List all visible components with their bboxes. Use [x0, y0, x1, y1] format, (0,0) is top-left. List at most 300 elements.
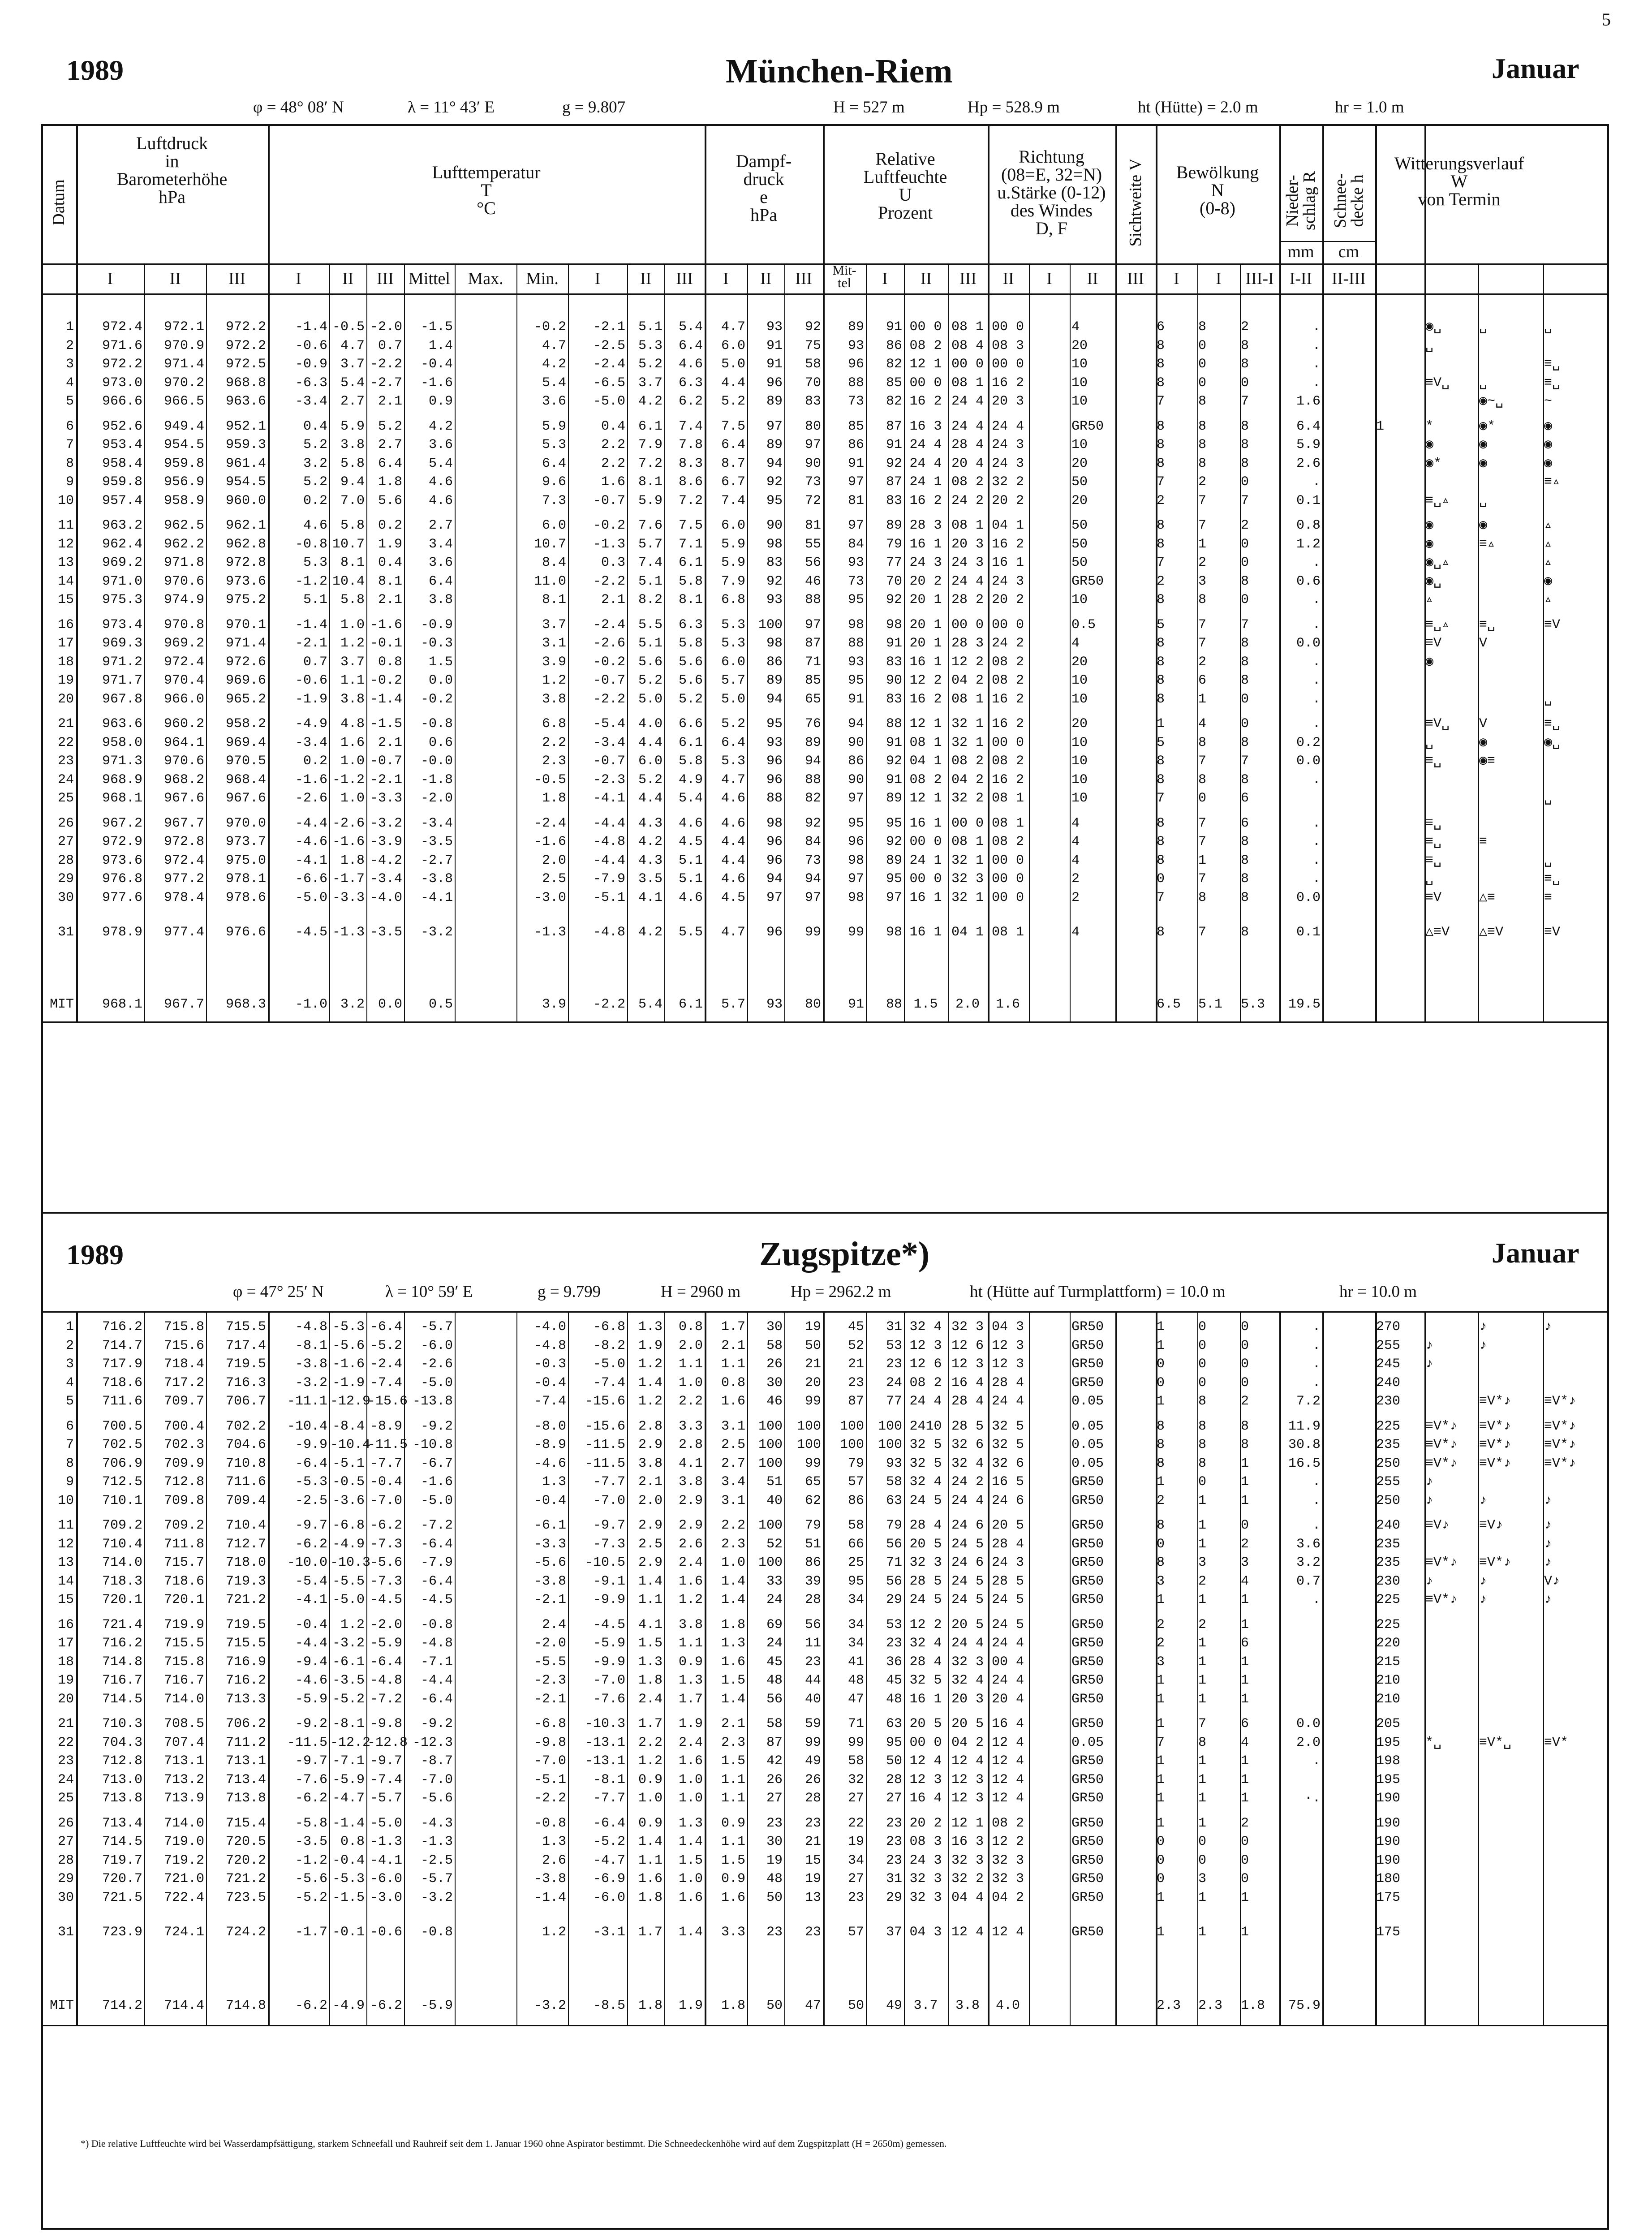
zugspitze-row-1-cell: 45	[848, 1319, 864, 1335]
munich-row-16-cell: ≡␣	[1479, 617, 1496, 633]
munich-row-11-cell: 97	[848, 518, 864, 533]
munich-row-22-cell: 8	[1198, 735, 1207, 750]
zugspitze-row-14-cell: 2	[1198, 1573, 1207, 1589]
zugspitze-row-18-cell: 41	[848, 1654, 864, 1670]
zugspitze-row-2-cell: ♪	[1425, 1338, 1434, 1353]
munich-row-25-cell: 32 2	[951, 791, 984, 806]
munich-row-31-cell: 31	[57, 925, 74, 940]
munich-row-30-cell: 2	[1071, 890, 1080, 905]
munich-row-5-cell: 82	[886, 394, 902, 409]
zugspitze-row-27-cell: 190	[1376, 1834, 1401, 1849]
munich-row-17-cell: ≡V	[1425, 636, 1442, 651]
munich-row-9-cell: 959.8	[102, 474, 142, 490]
munich-mean-row-cell: 80	[804, 997, 821, 1012]
munich-row-7-cell: 86	[848, 437, 864, 452]
munich-row-22-cell: 00 0	[991, 735, 1024, 750]
zugspitze-row-27-cell: -1.3	[370, 1834, 402, 1849]
zugspitze-row-15-cell: 225	[1376, 1592, 1401, 1607]
zugspitze-row-18-cell: GR50	[1071, 1654, 1104, 1670]
munich-row-18-cell: 3.9	[542, 654, 566, 670]
header-group-rule	[1375, 126, 1377, 293]
zugspitze-row-5-cell: 1.2	[638, 1394, 663, 1409]
zugspitze-row-13-cell: -7.9	[420, 1555, 453, 1570]
zugspitze-row-24-cell: 1	[1198, 1772, 1207, 1788]
munich-row-1-cell: ␣	[1479, 319, 1488, 335]
zugspitze-row-16-cell: -0.4	[295, 1617, 327, 1633]
zugspitze-row-14-cell: V♪	[1544, 1573, 1561, 1589]
munich-row-23-cell: 970.6	[163, 754, 204, 769]
zugspitze-row-8-cell: -7.7	[370, 1456, 402, 1471]
zugspitze-row-6-cell: 100	[796, 1418, 821, 1434]
zugspitze-row-13-cell: 86	[804, 1555, 821, 1570]
zugspitze-row-13-cell: 25	[848, 1555, 864, 1570]
zugspitze-row-11-cell: 11	[57, 1518, 74, 1533]
zugspitze-row-21-cell: -9.2	[295, 1716, 327, 1732]
munich-row-18-cell: 71	[804, 654, 821, 670]
munich-row-27-cell: .	[1312, 834, 1321, 849]
munich-row-17-cell: 20 1	[909, 636, 942, 651]
munich-mean-row-cell: 0.5	[428, 997, 453, 1012]
zugspitze-row-21-cell: 708.5	[163, 1716, 204, 1732]
munich-row-9-cell: 87	[886, 474, 902, 490]
munich-row-2-cell: 5.3	[638, 338, 663, 353]
munich-row-24-cell: -1.6	[295, 772, 327, 788]
munich-row-22-cell: 0.6	[428, 735, 453, 750]
munich-row-30-cell: 978.4	[163, 890, 204, 905]
zugspitze-row-19-cell: 1	[1157, 1673, 1165, 1688]
munich-row-1-cell: 4	[1071, 319, 1080, 335]
munich-row-17-cell: 3.1	[542, 636, 566, 651]
munich-row-15-cell: 92	[886, 592, 902, 607]
zugspitze-row-9-cell: 51	[766, 1474, 783, 1490]
zugspitze-row-1-cell: ♪	[1479, 1319, 1488, 1335]
zugspitze-row-22-cell: 99	[804, 1735, 821, 1750]
munich-row-11-cell: 81	[804, 518, 821, 533]
zugspitze-row-30-cell: 13	[804, 1890, 821, 1905]
munich-row-29-cell: -1.7	[332, 871, 365, 887]
munich-row-31-cell: 8	[1241, 925, 1249, 940]
munich-row-22-cell: ␣	[1425, 735, 1434, 750]
munich-row-12-cell: 79	[886, 536, 902, 552]
zugspitze-row-7-cell: 704.6	[225, 1437, 266, 1452]
munich-row-23-cell: 0.2	[303, 754, 327, 769]
zugspitze-row-12-cell: 2.3	[721, 1536, 745, 1552]
munich-row-4-cell: -1.6	[420, 375, 453, 391]
zugspitze-row-19-cell: 48	[766, 1673, 783, 1688]
munich-row-17-cell: 969.2	[163, 636, 204, 651]
munich-row-1-cell: ◉␣	[1425, 319, 1442, 335]
munich-row-29-cell: 2	[1071, 871, 1080, 887]
zugspitze-row-30-cell: 1.6	[678, 1890, 703, 1905]
munich-column-rule	[1322, 293, 1324, 1021]
munich-row-7-cell: 954.5	[163, 437, 204, 452]
munich-row-19-cell: 971.7	[102, 673, 142, 688]
zugspitze-row-31-cell: 1	[1157, 1925, 1165, 1940]
munich-row-2-cell: 970.9	[163, 338, 204, 353]
zugspitze-row-30-cell: 1	[1198, 1890, 1207, 1905]
zugspitze-row-27-cell: 0.8	[340, 1834, 365, 1849]
munich-row-6-cell: 24 4	[951, 418, 984, 434]
munich-row-27-cell: ≡␣	[1425, 834, 1442, 849]
munich-row-25-cell: 1.0	[340, 791, 365, 806]
munich-mean-row-cell: 6.5	[1157, 997, 1181, 1012]
zugspitze-row-2-cell: 2.1	[721, 1338, 745, 1353]
munich-row-10-cell: 95	[766, 493, 783, 508]
munich-row-1-cell: 00 0	[909, 319, 942, 335]
zugspitze-row-4-cell: 1.0	[678, 1375, 703, 1391]
munich-row-25-cell: 1.8	[542, 791, 566, 806]
zugspitze-row-19-cell: 1	[1241, 1673, 1249, 1688]
zugspitze-row-1-cell: 32 3	[951, 1319, 984, 1335]
munich-row-27-cell: ≡	[1479, 834, 1488, 849]
munich-row-15-cell: 8.1	[678, 592, 703, 607]
munich-row-20-cell: 94	[766, 691, 783, 707]
munich-row-17-cell: 971.4	[225, 636, 266, 651]
zugspitze-row-17-cell: -5.9	[370, 1636, 402, 1651]
munich-row-6-cell: *	[1425, 418, 1434, 434]
zugspitze-row-6-cell: 225	[1376, 1418, 1401, 1434]
zugspitze-row-25-cell: 1	[1198, 1791, 1207, 1806]
munich-row-25-cell: 4.6	[721, 791, 745, 806]
munich-row-8-cell: 2.2	[601, 456, 625, 471]
munich-row-20-cell: 20	[57, 691, 74, 707]
zugspitze-row-25-cell: 1.0	[638, 1791, 663, 1806]
zugspitze-row-24-cell: 1	[1241, 1772, 1249, 1788]
zugspitze-row-14-cell: 718.3	[102, 1573, 142, 1589]
zugspitze-row-29-cell: 27	[848, 1871, 864, 1887]
munich-row-16-cell: .	[1312, 617, 1321, 633]
zugspitze-row-30-cell: 175	[1376, 1890, 1401, 1905]
munich-row-28-cell: -2.7	[420, 853, 453, 868]
munich-row-27-cell: -4.8	[593, 834, 625, 849]
munich-row-11-cell: 11	[57, 518, 74, 533]
munich-row-25-cell: 0	[1198, 791, 1207, 806]
subheader-rule	[1478, 263, 1479, 293]
zugspitze-row-31-cell: -0.6	[370, 1925, 402, 1940]
munich-row-14-cell: 46	[804, 573, 821, 589]
munich-mean-row-cell: 1.6	[995, 997, 1020, 1012]
munich-row-5-cell: ◉~␣	[1479, 394, 1504, 409]
munich-row-6-cell: 952.6	[102, 418, 142, 434]
munich-row-18-cell: 83	[886, 654, 902, 670]
zugspitze-row-1-cell: GR50	[1071, 1319, 1104, 1335]
munich-row-14-cell: 5.1	[638, 573, 663, 589]
munich-row-15-cell: 975.3	[102, 592, 142, 607]
zugspitze-row-31-cell: 723.9	[102, 1925, 142, 1940]
zugspitze-mean-row-cell: 75.9	[1288, 1998, 1321, 2013]
zugspitze-row-26-cell: 23	[886, 1815, 902, 1831]
zugspitze-row-16-cell: 3.8	[678, 1617, 703, 1633]
munich-row-24-cell: 968.9	[102, 772, 142, 788]
munich-row-20-cell: -1.4	[370, 691, 402, 707]
munich-row-18-cell: 8	[1241, 654, 1249, 670]
zugspitze-row-5-cell: ≡V*♪	[1544, 1394, 1577, 1409]
zugspitze-row-19-cell: 1	[1198, 1673, 1207, 1688]
munich-row-22-cell: -3.4	[295, 735, 327, 750]
munich-row-28-cell: 24 1	[909, 853, 942, 868]
munich-row-20-cell: -1.9	[295, 691, 327, 707]
zugspitze-row-12-cell: 2.5	[638, 1536, 663, 1552]
munich-row-31-cell: 04 1	[951, 925, 984, 940]
zugspitze-row-27-cell: 27	[57, 1834, 74, 1849]
munich-row-10-cell: 5.9	[638, 493, 663, 508]
zugspitze-row-19-cell: 24 4	[991, 1673, 1024, 1688]
zugspitze-row-20-cell: 714.5	[102, 1691, 142, 1707]
munich-row-9-cell: 24 1	[909, 474, 942, 490]
zugspitze-row-12-cell: GR50	[1071, 1536, 1104, 1552]
munich-row-23-cell: ≡␣	[1425, 754, 1442, 769]
zugspitze-row-28-cell: 720.2	[225, 1852, 266, 1868]
munich-row-1-cell: 8	[1198, 319, 1207, 335]
zugspitze-row-31-cell: 1	[1198, 1925, 1207, 1940]
zugspitze-row-21-cell: 59	[804, 1716, 821, 1732]
zugspitze-row-1-cell: 0	[1198, 1319, 1207, 1335]
munich-row-27-cell: 4.5	[678, 834, 703, 849]
munich-row-29-cell: 32 3	[951, 871, 984, 887]
munich-row-11-cell: 2.7	[428, 518, 453, 533]
zugspitze-row-16-cell: 56	[804, 1617, 821, 1633]
zugspitze-row-22-cell: 0.05	[1071, 1735, 1104, 1750]
zugspitze-row-29-cell: 721.2	[225, 1871, 266, 1887]
munich-row-27-cell: 7	[1198, 834, 1207, 849]
munich-year: 1989	[66, 54, 124, 86]
munich-row-13-cell: 8.4	[542, 555, 566, 570]
zugspitze-row-15-cell: 721.2	[225, 1592, 266, 1607]
munich-row-2-cell: -0.6	[295, 338, 327, 353]
munich-mean-row-cell: -2.2	[593, 997, 625, 1012]
munich-row-13-cell: 24 3	[909, 555, 942, 570]
munich-month: Januar	[1492, 52, 1579, 84]
header-group-rule	[1115, 126, 1117, 293]
zugspitze-row-25-cell: -4.7	[332, 1791, 365, 1806]
munich-row-3-cell: 3.7	[340, 357, 365, 372]
munich-row-18-cell: 08 2	[991, 654, 1024, 670]
munich-row-2-cell: 0	[1198, 338, 1207, 353]
munich-row-22-cell: 89	[804, 735, 821, 750]
munich-mean-row-cell: 968.1	[102, 997, 142, 1012]
munich-row-5-cell: 1.6	[1296, 394, 1321, 409]
munich-row-1-cell: -2.0	[370, 319, 402, 335]
munich-row-3-cell: -0.4	[420, 357, 453, 372]
zugspitze-row-30-cell: -5.2	[295, 1890, 327, 1905]
zugspitze-row-12-cell: 710.4	[102, 1536, 142, 1552]
zugspitze-row-4-cell: 718.6	[102, 1375, 142, 1391]
munich-row-31-cell: △≡V	[1479, 925, 1504, 940]
munich-row-31-cell: 0.1	[1296, 925, 1321, 940]
zugspitze-row-25-cell: 16 4	[909, 1791, 942, 1806]
zugspitze-row-6-cell: 8	[1241, 1418, 1249, 1434]
zugspitze-row-17-cell: 1.1	[678, 1636, 703, 1651]
munich-row-6-cell: 6.4	[1296, 418, 1321, 434]
munich-row-2-cell: 8	[1241, 338, 1249, 353]
zugspitze-row-23-cell: -9.7	[370, 1753, 402, 1769]
zugspitze-row-31-cell: 1.2	[542, 1925, 566, 1940]
zugspitze-row-9-cell: 1.3	[542, 1474, 566, 1490]
zugspitze-row-24-cell: -7.6	[295, 1772, 327, 1788]
munich-row-12-cell: 1	[1198, 536, 1207, 552]
munich-row-25-cell: 97	[848, 791, 864, 806]
munich-row-1-cell: 2	[1241, 319, 1249, 335]
zugspitze-row-29-cell: 720.7	[102, 1871, 142, 1887]
munich-row-11-cell: 04 1	[991, 518, 1024, 533]
zugspitze-row-4-cell: 0.8	[721, 1375, 745, 1391]
munich-row-13-cell: 6.1	[678, 555, 703, 570]
munich-row-6-cell: 1	[1376, 418, 1385, 434]
zugspitze-row-1-cell: 04 3	[991, 1319, 1024, 1335]
munich-row-21-cell: 960.2	[163, 716, 204, 732]
munich-row-14-cell: 6.4	[428, 573, 453, 589]
zugspitze-row-8-cell: 1	[1241, 1456, 1249, 1471]
zugspitze-row-21-cell: 58	[766, 1716, 783, 1732]
zugspitze-row-19-cell: -2.3	[533, 1673, 566, 1688]
munich-row-22-cell: 6.1	[678, 735, 703, 750]
zugspitze-row-14-cell: 0.7	[1296, 1573, 1321, 1589]
zugspitze-row-4-cell: 16 4	[951, 1375, 984, 1391]
munich-row-8-cell: 8.3	[678, 456, 703, 471]
munich-row-2-cell: 972.2	[225, 338, 266, 353]
munich-row-30-cell: 7	[1157, 890, 1165, 905]
munich-row-2-cell: 93	[848, 338, 864, 353]
subheader-6: III	[377, 269, 394, 288]
zugspitze-row-21-cell: -9.8	[370, 1716, 402, 1732]
zugspitze-row-16-cell: 1	[1241, 1617, 1249, 1633]
zugspitze-row-20-cell: 1.4	[721, 1691, 745, 1707]
munich-row-17-cell: -0.3	[420, 636, 453, 651]
munich-row-30-cell: 978.6	[225, 890, 266, 905]
munich-mean-row-cell: 967.7	[163, 997, 204, 1012]
munich-row-15-cell: 20 2	[991, 592, 1024, 607]
munich-row-4-cell: 5.4	[340, 375, 365, 391]
munich-row-10-cell: 4.6	[428, 493, 453, 508]
munich-row-22-cell: 8	[1241, 735, 1249, 750]
munich-row-7-cell: 28 4	[951, 437, 984, 452]
zugspitze-row-24-cell: 713.2	[163, 1772, 204, 1788]
munich-row-12-cell: 16 1	[909, 536, 942, 552]
zugspitze-row-29-cell: 32 3	[991, 1871, 1024, 1887]
munich-row-15-cell: 95	[848, 592, 864, 607]
munich-row-14-cell: 24 3	[991, 573, 1024, 589]
munich-row-2-cell: 91	[766, 338, 783, 353]
zugspitze-row-28-cell: 1.1	[638, 1852, 663, 1868]
munich-row-10-cell: 7.0	[340, 493, 365, 508]
munich-row-30-cell: 32 1	[951, 890, 984, 905]
zugspitze-row-17-cell: 220	[1376, 1636, 1401, 1651]
zugspitze-row-15-cell: 28	[804, 1592, 821, 1607]
zugspitze-row-10-cell: -2.5	[295, 1493, 327, 1508]
munich-row-18-cell: 0.8	[378, 654, 402, 670]
zugspitze-row-7-cell: -11.5	[585, 1437, 625, 1452]
zugspitze-row-10-cell: 10	[57, 1493, 74, 1508]
zugspitze-row-24-cell: 32	[848, 1772, 864, 1788]
munich-row-9-cell: 4.6	[428, 474, 453, 490]
zugspitze-row-28-cell: 23	[886, 1852, 902, 1868]
zugspitze-row-10-cell: 1	[1241, 1493, 1249, 1508]
zugspitze-row-28-cell: 190	[1376, 1852, 1401, 1868]
zugspitze-row-13-cell: -10.5	[585, 1555, 625, 1570]
zugspitze-row-10-cell: 2.9	[678, 1493, 703, 1508]
munich-row-25-cell: 08 1	[991, 791, 1024, 806]
munich-row-7-cell: 2.2	[601, 437, 625, 452]
munich-row-8-cell: 959.8	[163, 456, 204, 471]
unit-rule	[1279, 241, 1375, 242]
munich-row-24-cell: 8	[1198, 772, 1207, 788]
munich-row-16-cell: 98	[848, 617, 864, 633]
munich-row-22-cell: 90	[848, 735, 864, 750]
zugspitze-row-19-cell: 44	[804, 1673, 821, 1688]
munich-row-23-cell: 0.0	[1296, 754, 1321, 769]
zugspitze-row-31-cell: -3.1	[593, 1925, 625, 1940]
munich-row-28-cell: 8	[1157, 853, 1165, 868]
munich-row-6-cell: 24 4	[991, 418, 1024, 434]
munich-row-24-cell: 91	[886, 772, 902, 788]
munich-row-24-cell: 96	[766, 772, 783, 788]
munich-row-31-cell: 99	[804, 925, 821, 940]
munich-row-15-cell: 5.8	[340, 592, 365, 607]
munich-row-17-cell: 1.2	[340, 636, 365, 651]
munich-station-meta	[0, 98, 1652, 120]
zugspitze-row-23-cell: 42	[766, 1753, 783, 1769]
zugspitze-row-16-cell: 2	[1157, 1617, 1165, 1633]
zugspitze-row-30-cell: -1.5	[332, 1890, 365, 1905]
munich-row-6-cell: 80	[804, 418, 821, 434]
munich-row-16-cell: 100	[758, 617, 783, 633]
munich-row-27-cell: 96	[848, 834, 864, 849]
zugspitze-row-12-cell: 56	[886, 1536, 902, 1552]
zugspitze-longitude: λ = 10° 59′ E	[385, 1283, 473, 1301]
zugspitze-row-25-cell: 12 3	[951, 1791, 984, 1806]
zugspitze-station-title: Zugspitze*)	[759, 1235, 929, 1273]
zugspitze-row-13-cell: 2.4	[678, 1555, 703, 1570]
munich-row-9-cell: 8.1	[638, 474, 663, 490]
footnote: *) Die relative Luftfeuchte wird bei Wasserdampfsättigung, starkem Schneefall und Rauhreif seit dem 1. Januar 1960 ohne Aspirator bestimmt. Die Schneedeckenhöhe wird auf dem Zugspitzplatt (H = 2650m) gemessen.	[81, 2138, 947, 2149]
munich-bottom-rule	[41, 1021, 1609, 1023]
munich-row-13-cell: 7	[1157, 555, 1165, 570]
zugspitze-row-22-cell: 87	[766, 1735, 783, 1750]
munich-row-29-cell: 2.5	[542, 871, 566, 887]
zugspitze-row-4-cell: -3.2	[295, 1375, 327, 1391]
munich-row-6-cell: 16 3	[909, 418, 942, 434]
munich-row-15-cell: .	[1312, 592, 1321, 607]
zugspitze-row-5-cell: 7.2	[1296, 1394, 1321, 1409]
munich-row-27-cell: 8	[1241, 834, 1249, 849]
zugspitze-row-8-cell: 709.9	[163, 1456, 204, 1471]
munich-row-25-cell: 82	[804, 791, 821, 806]
munich-row-2-cell: 08 4	[951, 338, 984, 353]
zugspitze-row-19-cell: -7.0	[593, 1673, 625, 1688]
munich-row-3-cell: 971.4	[163, 357, 204, 372]
munich-row-9-cell: 2	[1198, 474, 1207, 490]
subheader-26: III-I	[1245, 269, 1274, 288]
zugspitze-row-9-cell: -1.6	[420, 1474, 453, 1490]
munich-row-24-cell: 04 2	[951, 772, 984, 788]
zugspitze-row-15-cell: .	[1312, 1592, 1321, 1607]
munich-row-9-cell: 1.8	[378, 474, 402, 490]
zugspitze-row-26-cell: -5.0	[370, 1815, 402, 1831]
munich-row-19-cell: .	[1312, 673, 1321, 688]
munich-row-5-cell: 7	[1241, 394, 1249, 409]
munich-row-1-cell: -1.4	[295, 319, 327, 335]
zugspitze-row-1-cell: 31	[886, 1319, 902, 1335]
zugspitze-row-26-cell: 2	[1241, 1815, 1249, 1831]
zugspitze-row-1-cell: -4.8	[295, 1319, 327, 1335]
zugspitze-row-10-cell: 24 4	[951, 1493, 984, 1508]
zugspitze-row-1-cell: 270	[1376, 1319, 1401, 1335]
zugspitze-row-12-cell: -4.9	[332, 1536, 365, 1552]
munich-row-10-cell: 0.1	[1296, 493, 1321, 508]
munich-row-2-cell: 08 3	[991, 338, 1024, 353]
zugspitze-row-25-cell: 1.0	[678, 1791, 703, 1806]
subheader-18: II	[920, 269, 932, 288]
